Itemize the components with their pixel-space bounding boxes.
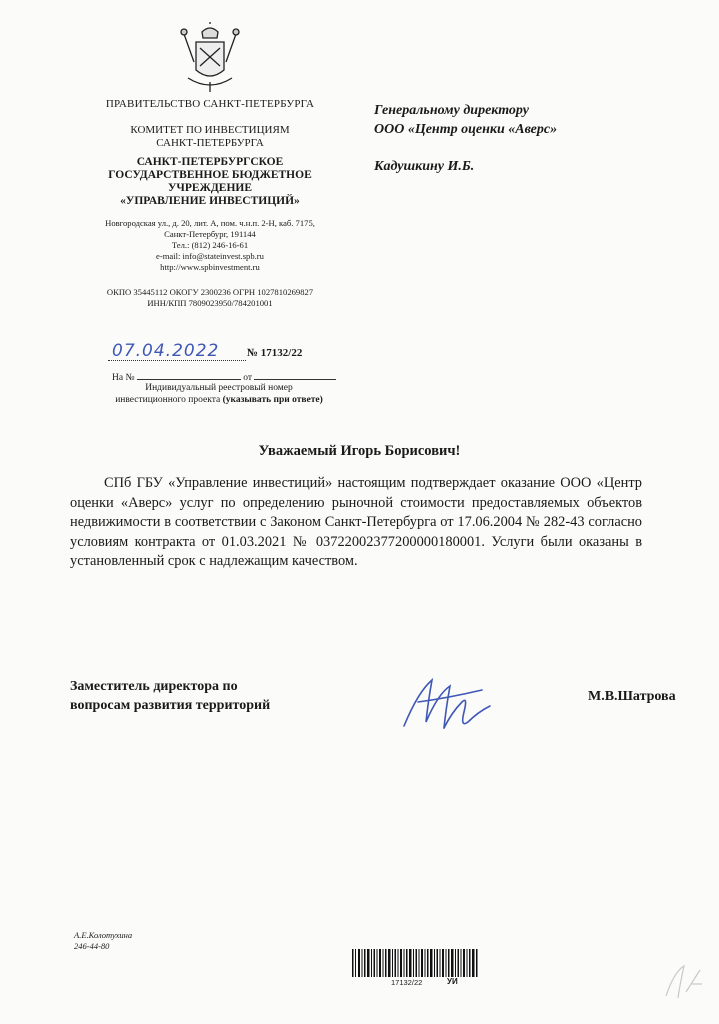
note-text: инвестиционного проекта [115, 395, 221, 405]
date-underline [108, 360, 246, 361]
pencil-mark [656, 962, 706, 1002]
codes-line: ОКПО 35445112 ОКОГУ 2300236 ОГРН 1027810269827 [106, 287, 314, 297]
letter-body: СПб ГБУ «Управление инвестиций» настоящим подтверждает оказание ООО «Центр оценки «Аверс» услуг по определению рыночной стоимости предоставляемых объектов недвижимости в соответствии с Законом Санкт-Петербурга от 17.06.2004 № 282-43 согласно условиям контракта от 01.03.2021 № 0372200237720000018000​1. Услуги были оказаны в установленный срок с надлежащим качеством. [70, 475, 642, 569]
signatory-name: М.В.Шатрова [588, 689, 676, 704]
registry-codes [70, 287, 350, 309]
address-line: Санкт-Петербург, 191144 [164, 229, 256, 239]
na-blank [137, 370, 241, 380]
signatory-title [70, 677, 270, 715]
note-line: Индивидуальный реестровый номер [145, 383, 293, 393]
addressee-block [374, 101, 557, 176]
sender-address [70, 218, 350, 273]
outgoing-number: № 17132/22 [247, 347, 303, 359]
website-text: http://www.spbinvestment.ru [160, 262, 260, 272]
committee-name [70, 124, 350, 150]
sender-block [70, 98, 350, 309]
note-bold: (указывать при ответе) [222, 395, 323, 405]
signatory-title-line: вопросам развития территорий [70, 698, 271, 713]
email-text: e-mail: info@stateinvest.spb.ru [156, 251, 264, 261]
committee-line: КОМИТЕТ ПО ИНВЕСТИЦИЯМ [130, 124, 290, 136]
committee-line: САНКТ-ПЕТЕРБУРГА [156, 137, 264, 149]
barcode-suffix: УИ [447, 977, 458, 986]
institution-name [70, 156, 350, 208]
registry-note [94, 382, 344, 406]
institution-line: УЧРЕЖДЕНИЕ [167, 182, 253, 194]
institution-line: САНКТ-ПЕТЕРБУРГСКОЕ [136, 156, 284, 168]
addressee-position: Генеральному директору [374, 103, 529, 118]
handwritten-date: 07.04.2022 [112, 341, 220, 361]
addressee-company: ООО «Центр оценки «Аверс» [374, 122, 558, 137]
institution-line: ГОСУДАРСТВЕННОЕ БЮДЖЕТНОЕ [108, 169, 312, 181]
barcode-number: 17132/22 [391, 978, 423, 987]
government-name: ПРАВИТЕЛЬСТВО САНКТ-ПЕТЕРБУРГА [105, 98, 315, 110]
signatory-title-line: Заместитель директора по [70, 679, 238, 694]
note-line [94, 394, 344, 406]
handwritten-signature [398, 672, 508, 740]
document-barcode [352, 949, 478, 977]
na-label: На № [112, 373, 135, 383]
ot-blank [254, 370, 336, 380]
institution-line: «УПРАВЛЕНИЕ ИНВЕСТИЦИЙ» [120, 195, 300, 207]
executor-phone: 246-44-80 [74, 941, 110, 951]
salutation: Уважаемый Игорь Борисович! [258, 443, 461, 459]
coat-of-arms-emblem [180, 22, 240, 94]
ot-label: от [243, 373, 253, 383]
executor-name: А.Е.Колотухина [74, 930, 133, 940]
codes-line: ИНН/КПП 7809023950/784201001 [147, 298, 273, 308]
address-line: Новгородская ул., д. 20, лит. А, пом. ч.н.п. 2-Н, каб. 7175, [105, 218, 315, 228]
phone-text: Тел.: (812) 246-16-61 [171, 240, 249, 250]
executor-info [74, 930, 132, 952]
addressee-name: Кадушкину И.Б. [374, 159, 475, 174]
